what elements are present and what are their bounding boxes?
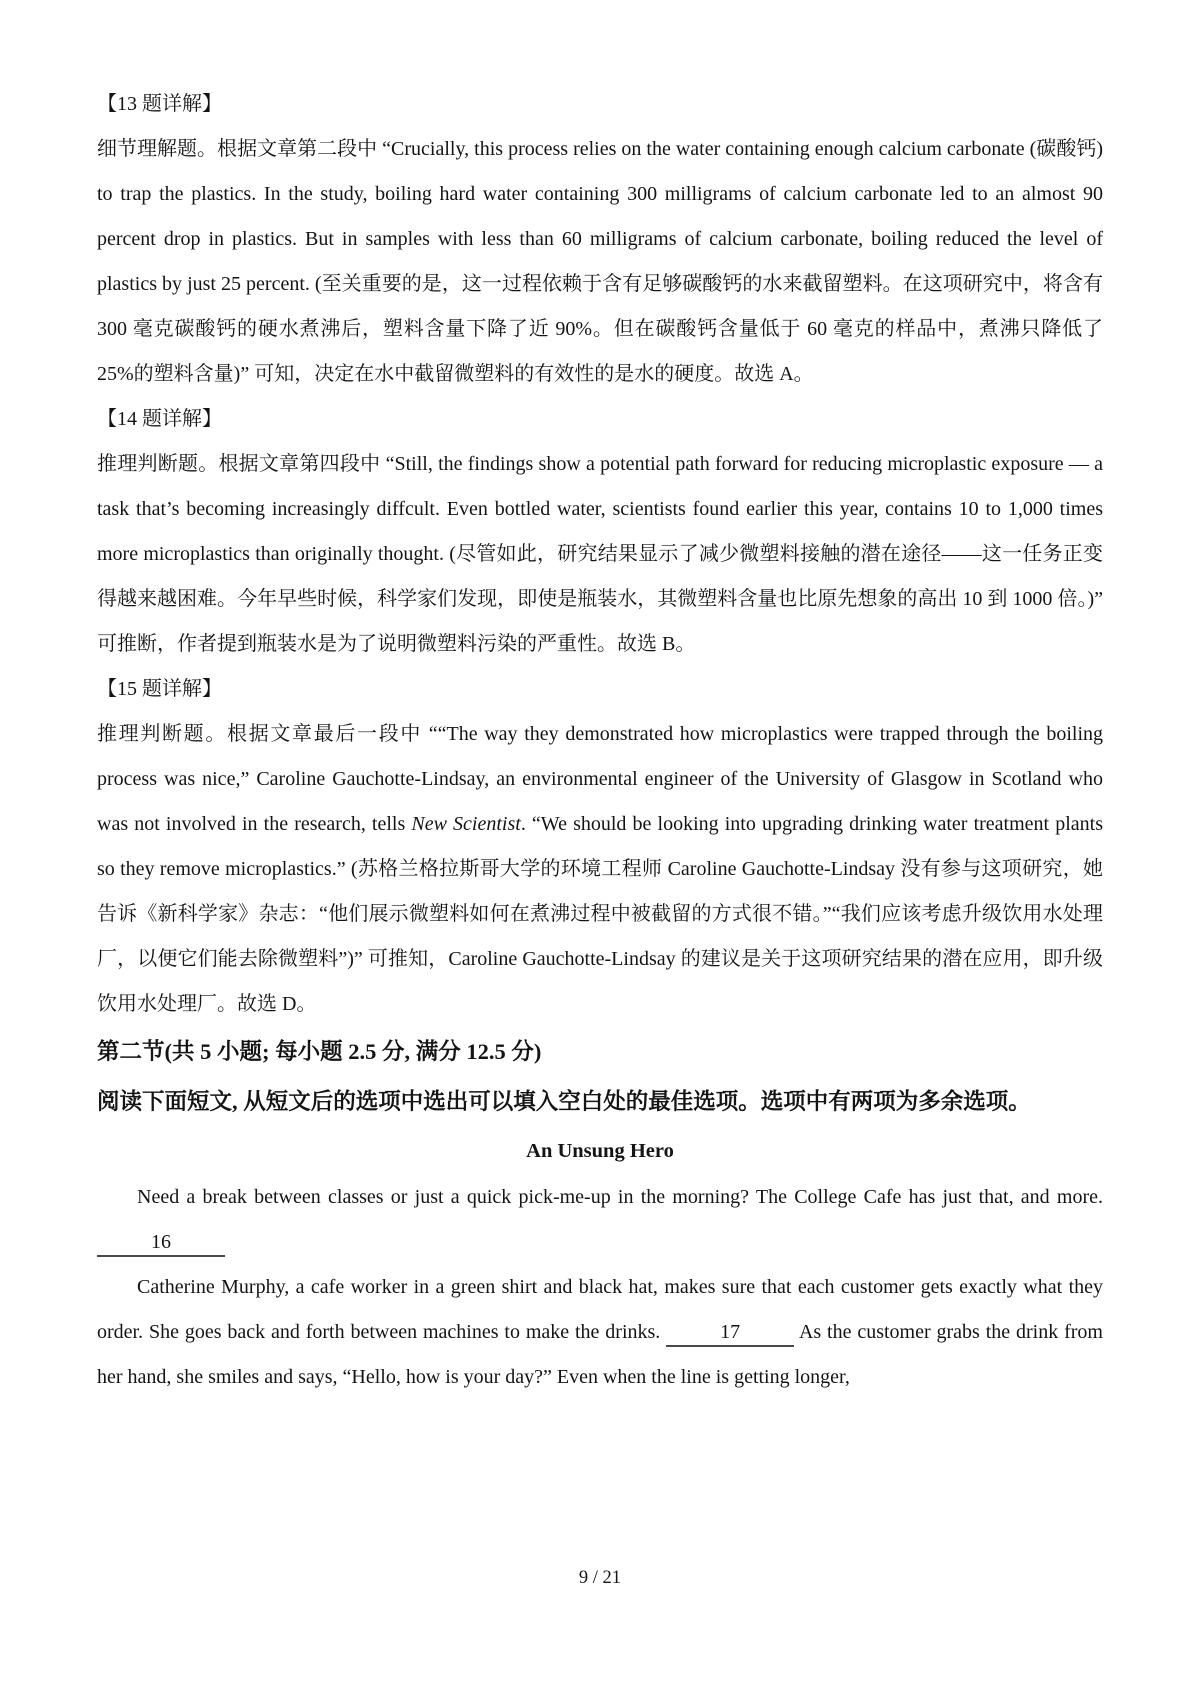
q15-explanation-start: 推理判断题。根据文章最后一段中 ““The way they demonstrated how microplastics were trapped through the boiling process was nice,” Caroline Gauchotte-Lindsay, an environmental engineer of the University of Glasgow in Scotland who was not involved in the research, tells bbox=[97, 723, 1103, 835]
q15-explanation bbox=[97, 712, 1103, 1027]
passage-p1-text: Need a break between classes or just a quick pick-me-up in the morning? The College Cafe has just that, and more. bbox=[137, 1186, 1103, 1208]
passage-title: An Unsung Hero bbox=[526, 1140, 674, 1162]
page-number: 9 / 21 bbox=[578, 1568, 622, 1588]
passage-paragraph-1 bbox=[97, 1175, 1103, 1265]
q13-explanation: 细节理解题。根据文章第二段中 “Crucially, this process relies on the water containing enough calcium carbonate (碳酸钙) to trap the plastics. In the study, boiling hard water containing 300 milligrams of calcium carbonate led to an almost 90 percent drop in plastics. But in samples with less than 60 milligrams of calcium carbonate, boiling reduced the level of plastics by just 25 percent. (至关重要的是，这一过程依赖于含有足够碳酸钙的水来截留塑料。在这项研究中，将含有 300 毫克碳酸钙的硬水煮沸后，塑料含量下降了近 90%。但在碳酸钙含量低于 60 毫克的样品中，煮沸只降低了 25%的塑料含量)” 可知，决定在水中截留微塑料的有效性的是水的硬度。故选 A。 bbox=[97, 138, 1103, 385]
q14-heading: 【14 题详解】 bbox=[97, 408, 222, 430]
blank-16: 16 bbox=[97, 1229, 225, 1257]
passage-paragraph-2 bbox=[97, 1265, 1103, 1400]
passage-p2-text-start: Catherine Murphy, a cafe worker in a green shirt and black hat, makes sure that each customer gets exactly what they order. She goes back and forth between machines to make the drinks. bbox=[97, 1276, 1103, 1343]
passage-p2-text-end: As the customer grabs the drink from her hand, she smiles and says, “Hello, how is your day?” Even when the line is getting longer, bbox=[97, 1321, 1103, 1388]
q14-explanation: 推理判断题。根据文章第四段中 “Still, the findings show a potential path forward for reducing microplastic exposure — a task that’s becoming increasingly diffcult. Even bottled water, scientists found earlier this year, contains 10 to 1,000 times more microplastics than originally thought. (尽管如此，研究结果显示了减少微塑料接触的潜在途径——这一任务正变得越来越困难。今年早些时候，科学家们发现，即使是瓶装水，其微塑料含量也比原先想象的高出 10 到 1000 倍。)” 可推断，作者提到瓶装水是为了说明微塑料污染的严重性。故选 B。 bbox=[97, 453, 1103, 655]
magazine-name-italic: New Scientist bbox=[411, 813, 521, 835]
q15-heading: 【15 题详解】 bbox=[97, 678, 222, 700]
section2-instruction: 阅读下面短文, 从短文后的选项中选出可以填入空白处的最佳选项。选项中有两项为多余选项。 bbox=[97, 1089, 1031, 1114]
q15-explanation-end: . “We should be looking into upgrading drinking water treatment plants so they remove microplastics.” (苏格兰格拉斯哥大学的环境工程师 Caroline Gauchotte-Lindsay 没有参与这项研究，她告诉《新科学家》杂志：“他们展示微塑料如何在煮沸过程中被截留的方式很不错。”“我们应该考虑升级饮用水处理厂，以便它们能去除微塑料”)” 可推知，Caroline Gauchotte-Lindsay 的建议是关于这项研究结果的潜在应用，即升级饮用水处理厂。故选 D。 bbox=[97, 813, 1103, 1015]
section2-heading: 第二节(共 5 小题; 每小题 2.5 分, 满分 12.5 分) bbox=[97, 1039, 542, 1064]
blank-17: 17 bbox=[666, 1319, 794, 1347]
q13-heading: 【13 题详解】 bbox=[97, 93, 222, 115]
